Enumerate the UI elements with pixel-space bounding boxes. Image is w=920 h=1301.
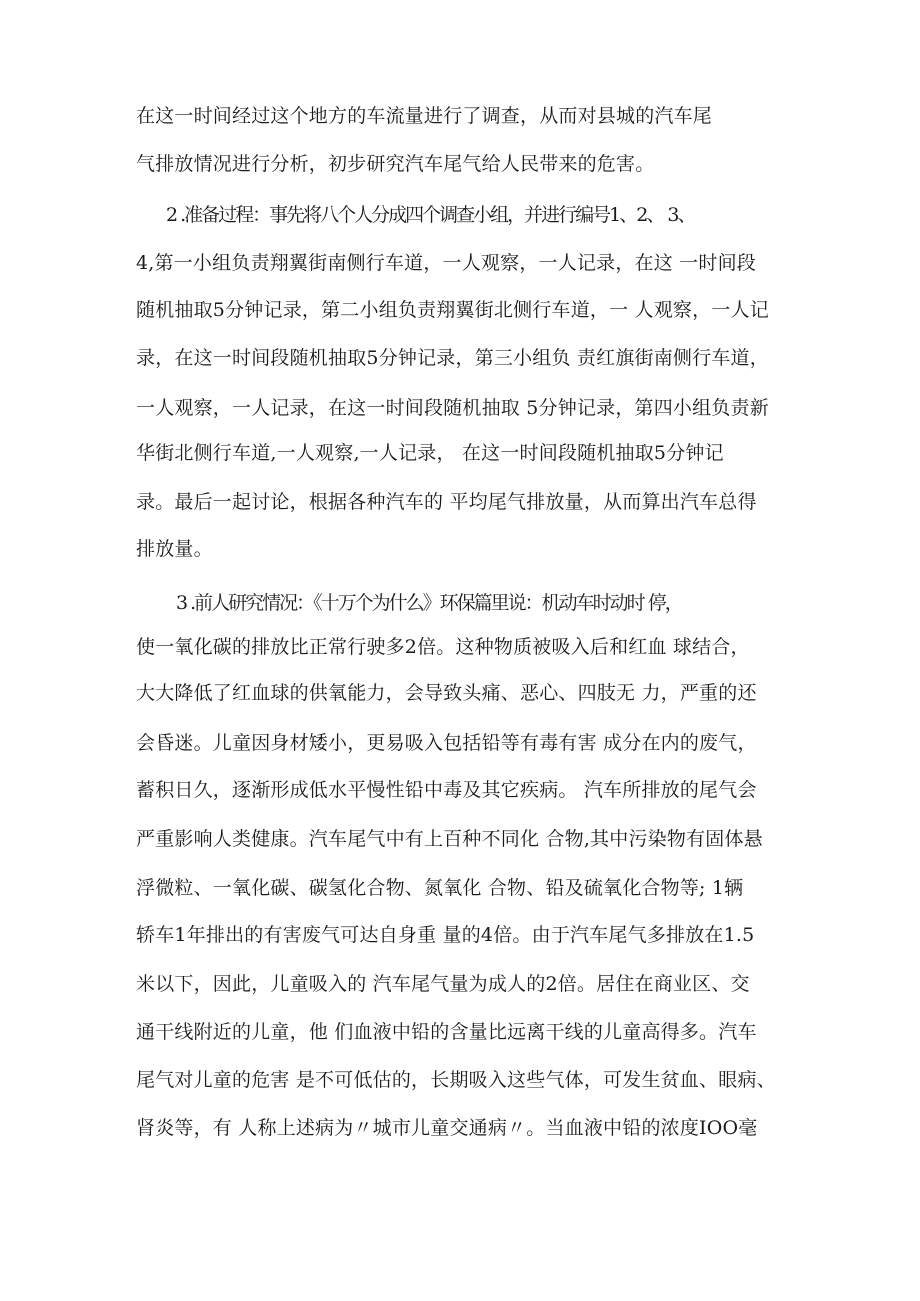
paragraph-line: 3 .前人研究情况：《十万个为什么》环保篇里说：机动车时动时 停， <box>176 592 682 614</box>
paragraph-line: 华街北侧行车道,一人观察,一人记录， 在这一时间段随机抽取5分钟记 <box>136 442 724 464</box>
paragraph-line: 气排放情况进行分析，初步研究汽车尾气给人民带来的危害。 <box>136 153 655 175</box>
paragraph-line: 尾气对儿童的危害 是不可低估的，长期吸入这些气体，可发生贫血、眼病、 <box>136 1069 776 1091</box>
paragraph-line: 使一氧化碳的排放比正常行驶多2倍。这种物质被吸入后和红血 球结合， <box>136 636 750 658</box>
paragraph-line: 轿车1年排出的有害废气可达自身重 量的4倍。由于汽车尾气多排放在1.5 <box>136 924 755 946</box>
paragraph-line: 录。最后一起讨论，根据各种汽车的 平均尾气排放量，从而算出汽车总得 <box>136 491 757 513</box>
paragraph-line: 蓄积日久，逐渐形成低水平慢性铅中毒及其它疾病。 汽车所排放的尾气会 <box>136 779 757 801</box>
paragraph-line: 通干线附近的儿童，他 们血液中铅的含量比远离干线的儿童高得多。汽车 <box>136 1021 757 1043</box>
paragraph-line: 浮微粒、一氧化碳、碳氢化合物、氮氧化 合物、铅及硫氧化合物等; 1辆 <box>136 877 744 899</box>
paragraph-line: 大大降低了红血球的供氧能力，会导致头痛、恶心、四肢无 力，严重的还 <box>136 682 757 704</box>
paragraph-line: 在这一时间经过这个地方的车流量进行了调查，从而对县城的汽车尾 <box>136 105 713 127</box>
paragraph-line: 米以下，因此，儿童吸入的 汽车尾气量为成人的2倍。居住在商业区、交 <box>136 973 750 995</box>
paragraph-line: 4,第一小组负责翔翼街南侧行车道，一人观察，一人记录，在这 一时间段 <box>136 252 756 274</box>
paragraph-line: 录，在这一时间段随机抽取5分钟记录，第三小组负 责红旗街南侧行车道， <box>136 347 769 369</box>
paragraph-line: 2 .准备过程：事先将八个人分成四个调查小组，并进行编号1、2、 3、 <box>166 204 695 226</box>
paragraph-line: 一人观察，一人记录，在这一时间段随机抽取 5分钟记录，第四小组负责新 <box>136 397 769 419</box>
paragraph-line: 会昏迷。儿童因身材矮小，更易吸入包括铅等有毒有害 成分在内的废气， <box>136 732 757 754</box>
paragraph-line: 严重影响人类健康。汽车尾气中有上百种不同化 合物,其中污染物有固体悬 <box>136 828 763 850</box>
paragraph-line: 肾炎等，有 人称上述病为〃城市儿童交通病〃。当血液中铅的浓度IOO毫 <box>136 1117 758 1139</box>
paragraph-line: 排放量。 <box>136 538 213 560</box>
paragraph-line: 随机抽取5分钟记录，第二小组负责翔翼街北侧行车道，一 人观察，一人记 <box>136 299 769 321</box>
